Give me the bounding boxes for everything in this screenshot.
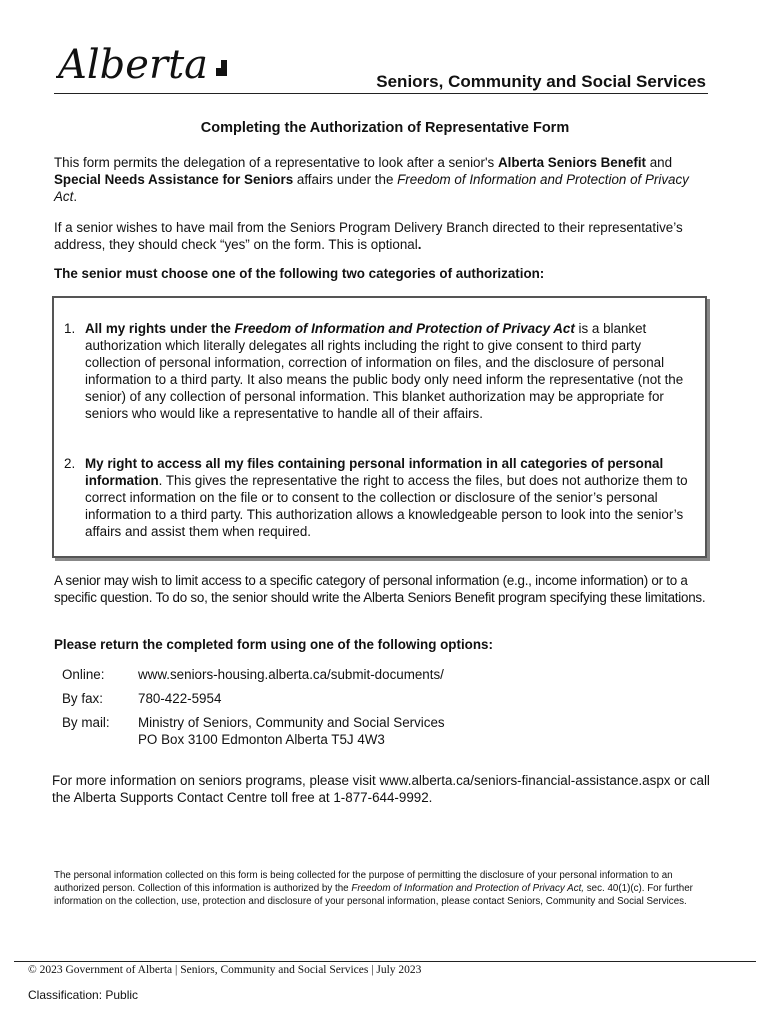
department-name: Seniors, Community and Social Services xyxy=(376,72,706,91)
mail-address: Ministry of Seniors, Community and Social Services PO Box 3100 Edmonton Alberta T5J 4W3 xyxy=(138,715,445,747)
footer-divider xyxy=(14,961,756,962)
privacy-notice: The personal information collected on this form is being collected for the purpose of permitting the disclosure of your personal information to an authorized person. Collection of this information is authorized by the Freedom of Information and Protection of Privacy Act, sec. 40(1)(c). For further information on the collection, use, protection and disclosure of your personal information, please contact Seniors, Community and Social Services. xyxy=(54,870,693,907)
return-heading: Please return the completed form using one of the following options: xyxy=(54,637,493,652)
online-link[interactable]: www.seniors-housing.alberta.ca/submit-documents/ xyxy=(138,667,444,682)
alberta-logo xyxy=(56,34,236,90)
intro-paragraph: This form permits the delegation of a representative to look after a senior's Alberta Seniors Benefit and Special Needs Assistance for Seniors affairs under the Freedom of Information and Protection of Privacy Act. xyxy=(54,155,689,204)
limit-note-paragraph: A senior may wish to limit access to a specific category of personal information (e.g., income information) or to a specific question. To do so, the senior should write the Alberta Seniors Benefit program specifying these limitations. xyxy=(54,573,706,605)
more-info-paragraph: For more information on seniors programs, please visit www.alberta.ca/seniors-financial-assistance.aspx or call the Alberta Supports Contact Centre toll free at 1-877-644-9992. xyxy=(52,773,710,805)
item-number: 1. xyxy=(64,321,76,336)
categories-heading: The senior must choose one of the following two categories of authorization: xyxy=(54,266,545,281)
fax-label: By fax: xyxy=(62,691,103,706)
item-number: 2. xyxy=(64,456,76,471)
mail-note-paragraph: If a senior wishes to have mail from the Seniors Program Delivery Branch directed to their representative’s address, they should check “yes” on the form. This is optional. xyxy=(54,220,683,252)
classification-label: Classification: Public xyxy=(28,988,139,1002)
header-divider xyxy=(54,93,708,94)
categories-box xyxy=(52,296,707,558)
category-item: 1. All my rights under the Freedom of Information and Protection of Privacy Act is a blanket authorization which literally delegates all rights including the right to give consent to third party collection of personal information, correction of information on files, and the disclosure of personal information to a third party. It also means the public body only need inform the representative (not the senior) of any collection of personal information. This blanket authorization may be appropriate for seniors who would like a representative to handle all of their affairs. xyxy=(64,321,684,421)
logo-wordmark: Alberta xyxy=(58,42,208,88)
page-title: Completing the Authorization of Representative Form xyxy=(200,120,570,136)
online-label: Online: xyxy=(62,667,105,682)
category-item: 2. My right to access all my files containing personal information in all categories of personal information. This gives the representative the right to access the files, but does not authorize them to correct information on the file or to consent to the collection or disclosure of the senior’s personal information to a third party. This authorization allows a knowledgeable person to look into the senior’s affairs and assist them when required. xyxy=(64,456,688,539)
fax-number: 780-422-5954 xyxy=(138,691,222,706)
copyright-line: © 2023 Government of Alberta | Seniors, Community and Social Services | July 2023 xyxy=(28,964,422,976)
mail-label: By mail: xyxy=(62,715,110,730)
